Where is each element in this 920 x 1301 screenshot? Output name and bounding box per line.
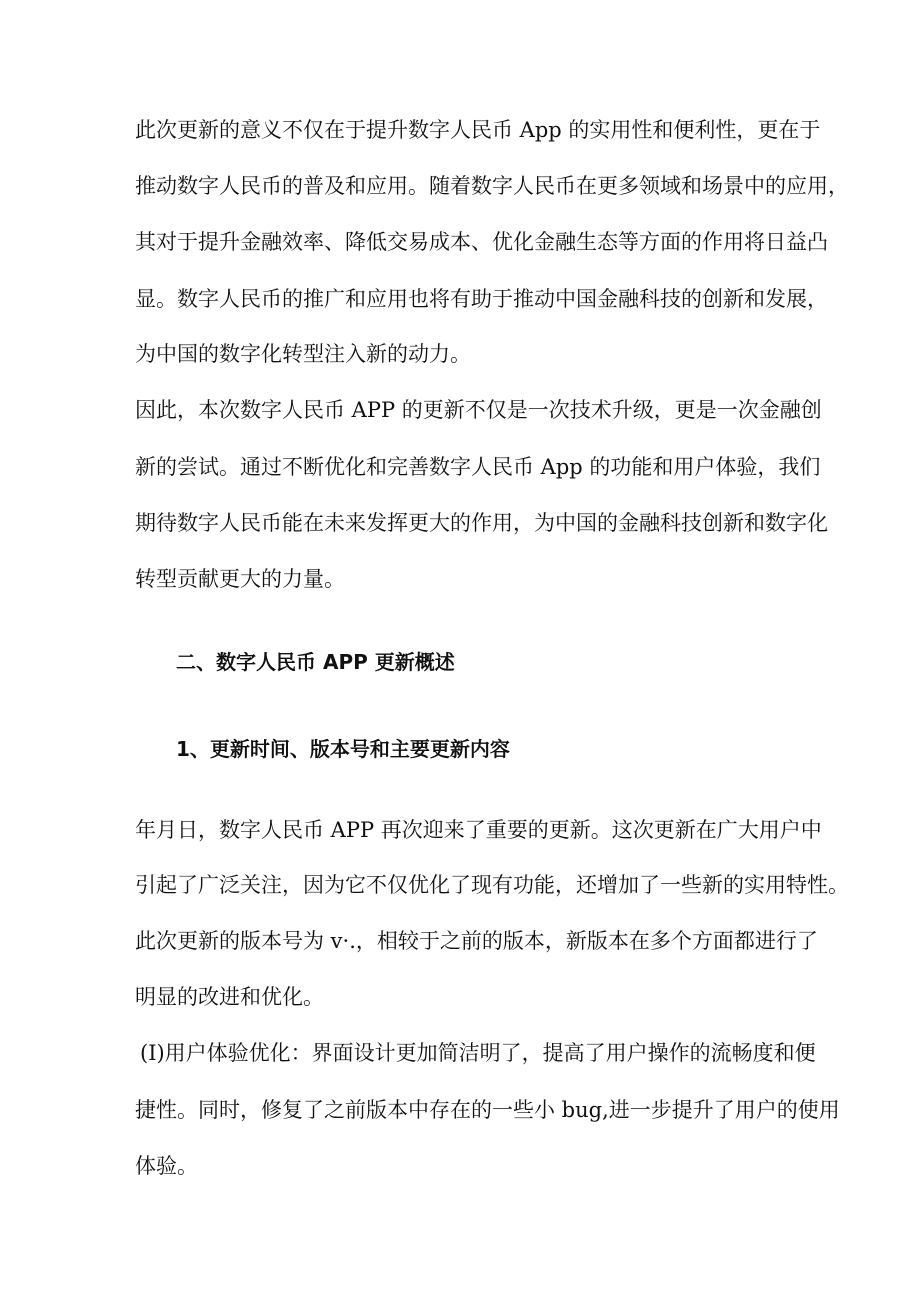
paragraph-1-line-2: 推动数字人民币的普及和应用。随着数字人民币在更多领域和场景中的应用， bbox=[135, 174, 849, 198]
paragraph-3-line-3: 此次更新的版本号为 v·.，相较于之前的版本，新版本在多个方面都进行了 bbox=[135, 929, 818, 953]
paragraph-4-line-3: 体验。 bbox=[135, 1154, 198, 1178]
subsection-heading: 1、更新时间、版本号和主要更新内容 bbox=[176, 737, 510, 761]
paragraph-3-line-2: 引起了广泛关注，因为它不仅优化了现有功能，还增加了一些新的实用特性。 bbox=[135, 873, 849, 897]
paragraph-1-line-4: 显。数字人民币的推广和应用也将有助于推动中国金融科技的创新和发展， bbox=[135, 287, 828, 311]
paragraph-1-line-1: 此次更新的意义不仅在于提升数字人民币 App 的实用性和便利性，更在于 bbox=[135, 118, 821, 142]
section-heading: 二、数字人民币 APP 更新概述 bbox=[176, 650, 455, 674]
paragraph-2-line-3: 期待数字人民币能在未来发挥更大的作用，为中国的金融科技创新和数字化 bbox=[135, 511, 828, 535]
paragraph-4-line-2: 捷性。同时，修复了之前版本中存在的一些小 bug,进一步提升了用户的使用 bbox=[135, 1098, 840, 1122]
paragraph-1-line-5: 为中国的数字化转型注入新的动力。 bbox=[135, 342, 471, 366]
paragraph-2-line-4: 转型贡献更大的力量。 bbox=[135, 567, 345, 591]
paragraph-2-line-2: 新的尝试。通过不断优化和完善数字人民币 App 的功能和用户体验，我们 bbox=[135, 455, 821, 479]
paragraph-2-line-1: 因此，本次数字人民币 APP 的更新不仅是一次技术升级，更是一次金融创 bbox=[135, 398, 822, 422]
paragraph-3-line-1: 年月日，数字人民币 APP 再次迎来了重要的更新。这次更新在广大用户中 bbox=[135, 818, 822, 842]
paragraph-1-line-3: 其对于提升金融效率、降低交易成本、优化金融生态等方面的作用将日益凸 bbox=[135, 230, 828, 254]
paragraph-4-line-1: (I)用户体验优化：界面设计更加简洁明了，提高了用户操作的流畅度和便 bbox=[140, 1041, 816, 1065]
paragraph-3-line-4: 明显的改进和优化。 bbox=[135, 985, 324, 1009]
